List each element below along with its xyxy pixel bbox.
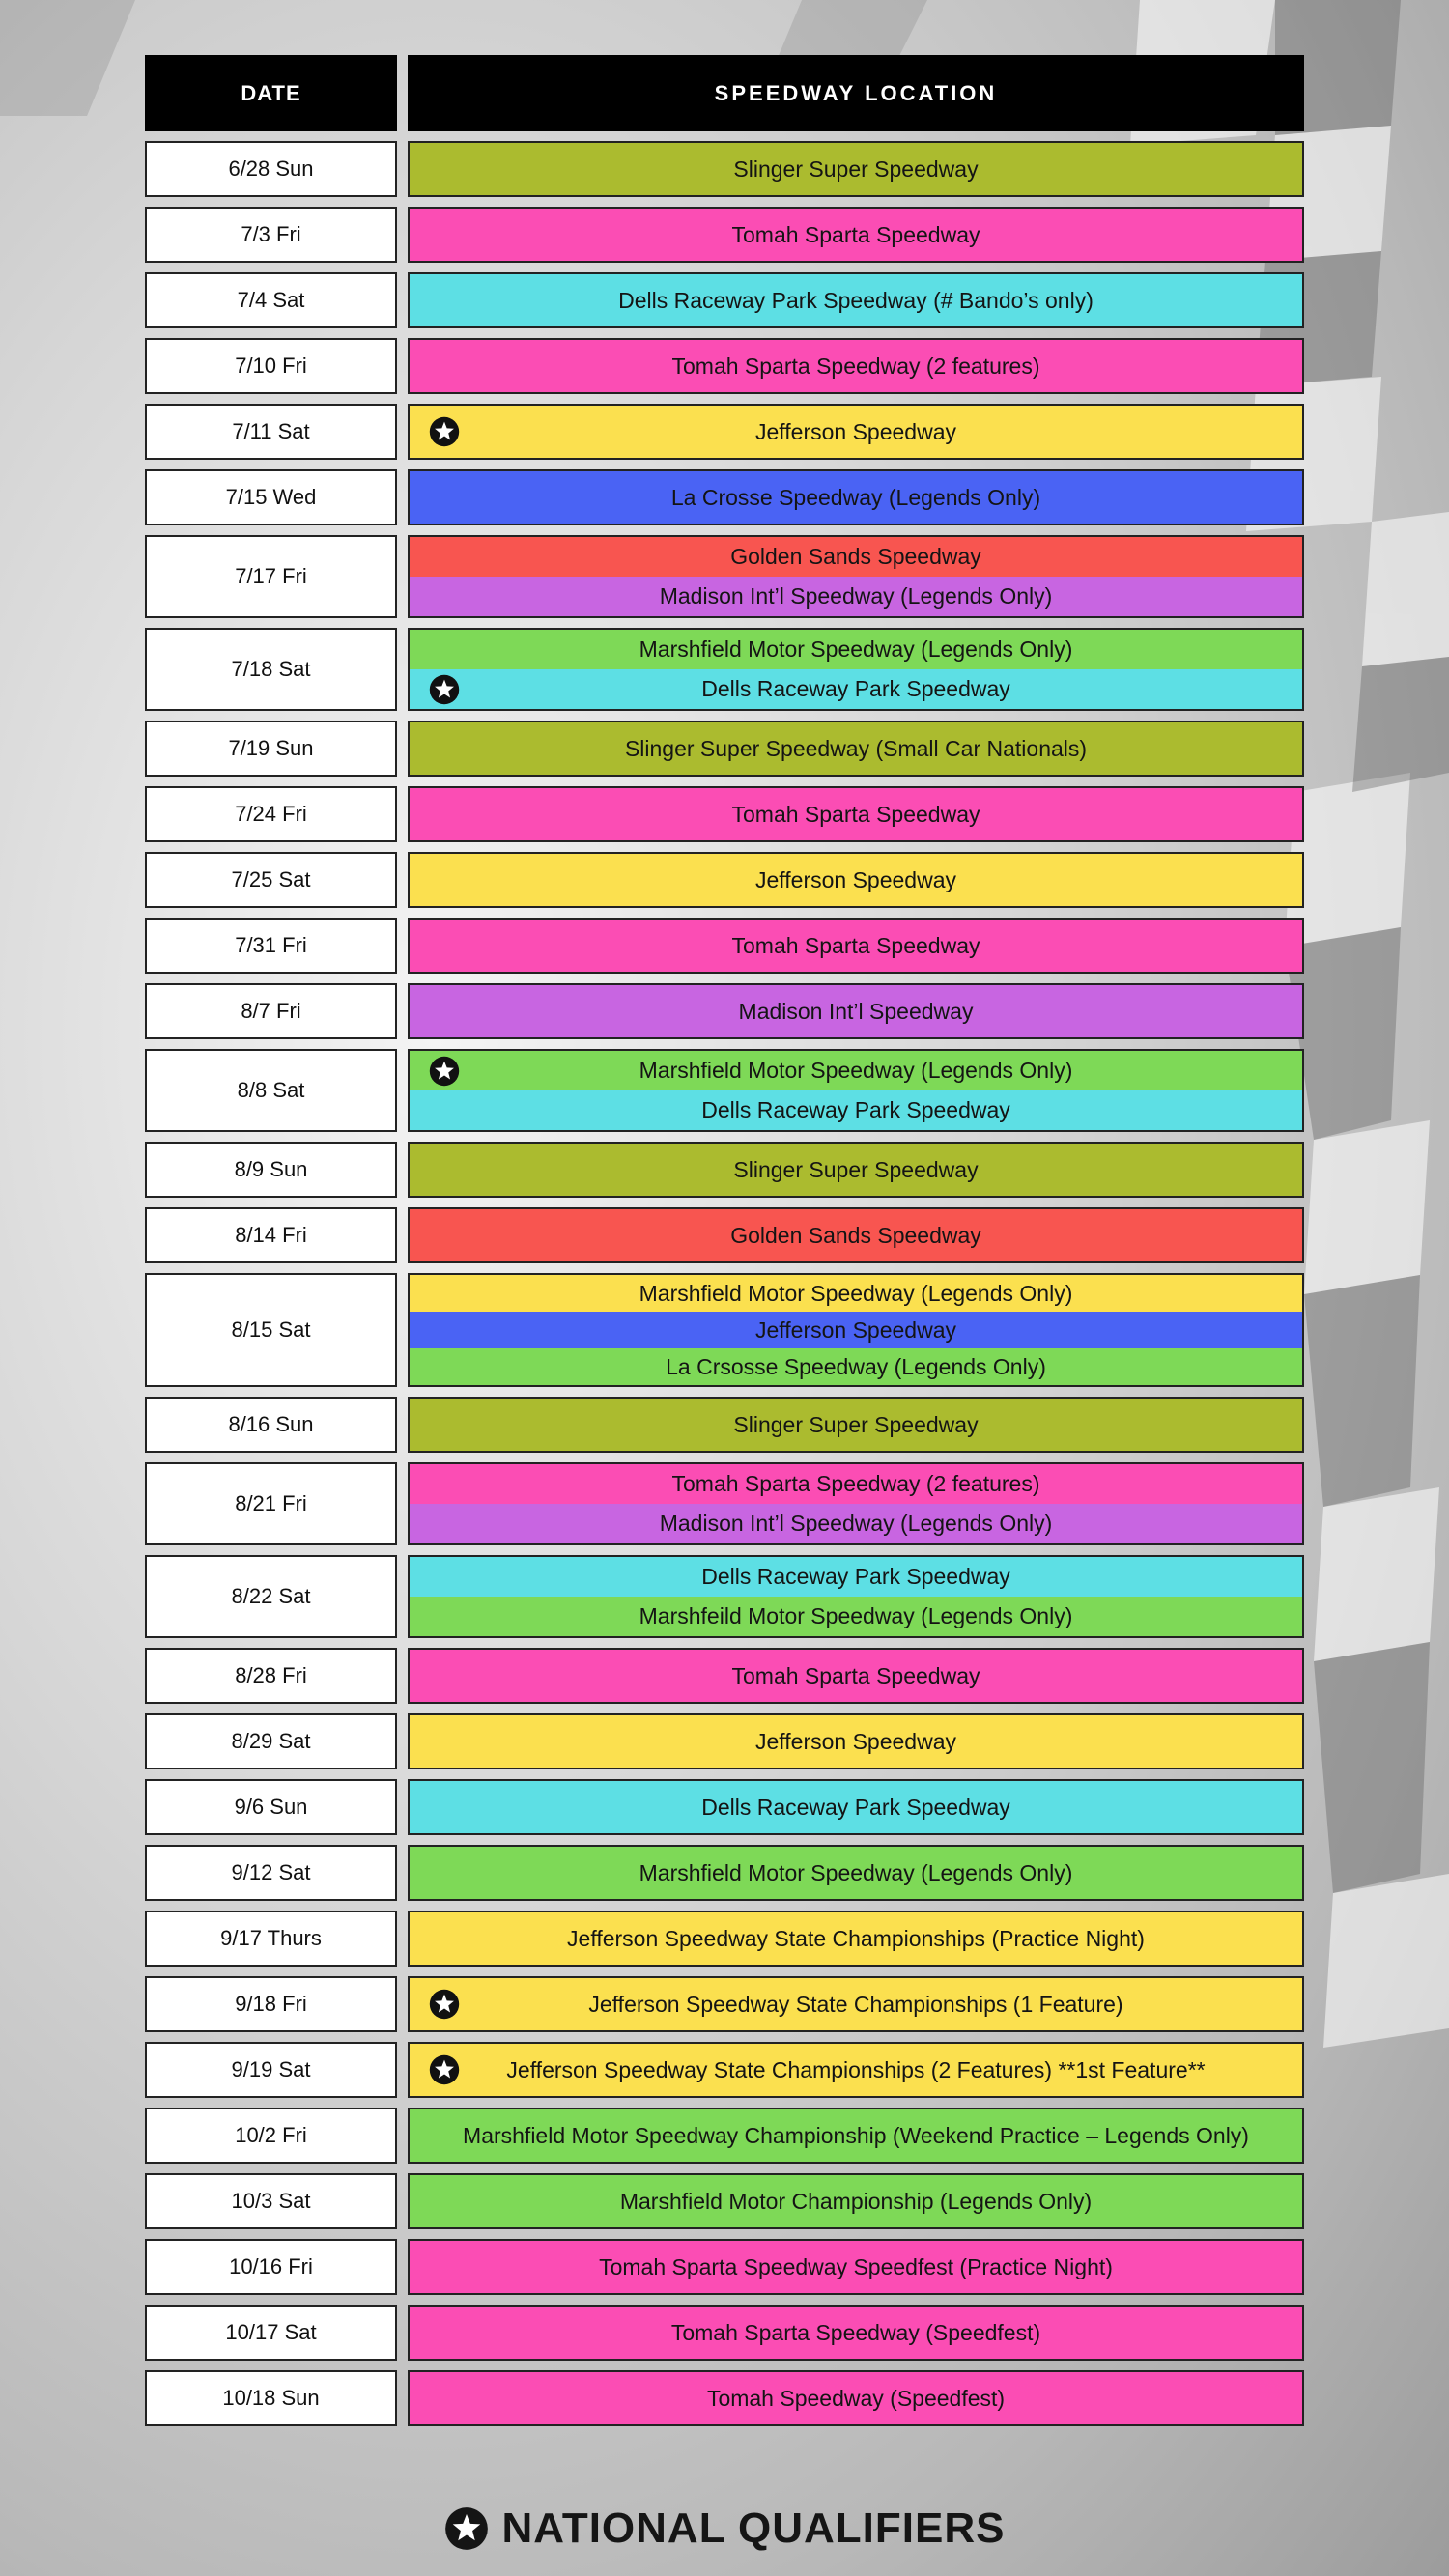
speedway-name: Tomah Speedway (Speedfest) <box>706 2385 1006 2411</box>
speedway-name: Marshfield Motor Speedway (Legends Only) <box>639 1058 1073 1083</box>
speedway-event <box>410 406 1302 458</box>
speedway-event <box>410 2109 1302 2162</box>
speedway-event <box>410 1847 1302 1899</box>
speedway-name: Tomah Sparta Speedway (2 features) <box>671 1471 1040 1496</box>
date-cell: 9/17 Thurs <box>145 1911 397 1967</box>
speedway-name: La Crsosse Speedway (Legends Only) <box>666 1353 1046 1379</box>
speedway-event <box>410 1781 1302 1833</box>
location-cell <box>408 1049 1304 1132</box>
table-row <box>145 469 1304 525</box>
location-cell <box>408 1462 1304 1545</box>
table-row <box>145 2042 1304 2098</box>
date-cell: 7/15 Wed <box>145 469 397 525</box>
location-cell <box>408 852 1304 908</box>
location-cell <box>408 1976 1304 2032</box>
speedway-event <box>410 1597 1302 1636</box>
table-row <box>145 207 1304 263</box>
date-cell: 7/11 Sat <box>145 404 397 460</box>
speedway-event <box>410 340 1302 392</box>
table-row <box>145 2173 1304 2229</box>
location-cell <box>408 1648 1304 1704</box>
speedway-name: La Crosse Speedway (Legends Only) <box>670 484 1041 510</box>
table-row <box>145 1049 1304 1132</box>
table-row <box>145 1462 1304 1545</box>
table-row <box>145 1555 1304 1638</box>
speedway-event <box>410 471 1302 524</box>
speedway-name: Jefferson Speedway <box>755 1316 956 1343</box>
speedway-name: Tomah Sparta Speedway <box>731 1662 980 1688</box>
speedway-name: Golden Sands Speedway <box>730 544 981 569</box>
date-cell: 8/15 Sat <box>145 1273 397 1387</box>
table-row <box>145 535 1304 618</box>
speedway-event <box>410 1209 1302 1261</box>
speedway-name: Dells Raceway Park Speedway <box>701 676 1010 701</box>
location-cell <box>408 2239 1304 2295</box>
speedway-name: Marshfield Motor Speedway (Legends Only) <box>639 1859 1073 1885</box>
date-cell: 7/3 Fri <box>145 207 397 263</box>
speedway-name: Jefferson Speedway State Championships (2 Features) **1st Feature** <box>506 2056 1206 2082</box>
date-cell: 10/2 Fri <box>145 2108 397 2164</box>
location-cell <box>408 338 1304 394</box>
date-cell: 8/21 Fri <box>145 1462 397 1545</box>
location-cell <box>408 918 1304 974</box>
location-cell <box>408 1273 1304 1387</box>
speedway-name: Tomah Sparta Speedway <box>731 221 980 247</box>
speedway-event <box>410 143 1302 195</box>
location-cell <box>408 207 1304 263</box>
legend <box>0 2495 1449 2562</box>
table-row <box>145 983 1304 1039</box>
location-cell <box>408 2108 1304 2164</box>
location-cell <box>408 404 1304 460</box>
date-cell: 9/6 Sun <box>145 1779 397 1835</box>
location-cell <box>408 535 1304 618</box>
location-cell <box>408 2370 1304 2426</box>
table-row <box>145 2239 1304 2295</box>
speedway-event <box>410 1090 1302 1130</box>
date-cell: 7/17 Fri <box>145 535 397 618</box>
table-row <box>145 1779 1304 1835</box>
speedway-name: Jefferson Speedway <box>755 1728 956 1754</box>
speedway-event <box>410 1348 1302 1385</box>
star-icon <box>429 416 460 447</box>
speedway-name: Jefferson Speedway <box>755 418 956 444</box>
schedule-rows <box>145 141 1304 2426</box>
date-cell: 9/12 Sat <box>145 1845 397 1901</box>
table-row <box>145 1142 1304 1198</box>
location-cell <box>408 786 1304 842</box>
speedway-name: Dells Raceway Park Speedway <box>701 1564 1010 1589</box>
date-cell: 10/17 Sat <box>145 2305 397 2361</box>
legend-label: NATIONAL QUALIFIERS <box>501 2505 1006 2552</box>
speedway-name: Tomah Sparta Speedway (2 features) <box>671 353 1040 379</box>
speedway-event <box>410 985 1302 1037</box>
date-cell: 8/16 Sun <box>145 1397 397 1453</box>
speedway-name: Jefferson Speedway <box>755 866 956 892</box>
speedway-event <box>410 1464 1302 1504</box>
speedway-name: Slinger Super Speedway <box>733 156 979 182</box>
speedway-event <box>410 669 1302 709</box>
location-cell <box>408 2042 1304 2098</box>
speedway-event <box>410 1912 1302 1965</box>
star-icon <box>444 2506 489 2551</box>
date-cell: 7/10 Fri <box>145 338 397 394</box>
table-row <box>145 786 1304 842</box>
speedway-name: Slinger Super Speedway (Small Car Nationals) <box>624 735 1088 761</box>
speedway-name: Madison Int’l Speedway (Legends Only) <box>659 583 1053 609</box>
location-cell <box>408 1845 1304 1901</box>
speedway-event <box>410 1504 1302 1543</box>
date-cell: 9/19 Sat <box>145 2042 397 2098</box>
speedway-name: Tomah Sparta Speedway (Speedfest) <box>670 2319 1041 2345</box>
location-cell <box>408 2305 1304 2361</box>
speedway-name: Dells Raceway Park Speedway (# Bando’s only) <box>618 287 1094 313</box>
speedway-event <box>410 2044 1302 2096</box>
table-row <box>145 2305 1304 2361</box>
location-cell <box>408 2173 1304 2229</box>
date-cell: 8/7 Fri <box>145 983 397 1039</box>
speedway-name: Slinger Super Speedway <box>733 1411 979 1437</box>
table-header <box>145 55 1304 131</box>
table-row <box>145 1976 1304 2032</box>
date-cell: 9/18 Fri <box>145 1976 397 2032</box>
date-cell: 8/22 Sat <box>145 1555 397 1638</box>
location-cell <box>408 721 1304 777</box>
location-cell <box>408 272 1304 328</box>
speedway-name: Golden Sands Speedway <box>730 1222 981 1248</box>
speedway-name: Tomah Sparta Speedway <box>731 801 980 827</box>
location-cell <box>408 1555 1304 1638</box>
location-cell <box>408 1713 1304 1769</box>
speedway-name: Dells Raceway Park Speedway <box>701 1097 1010 1122</box>
date-cell: 10/3 Sat <box>145 2173 397 2229</box>
speedway-name: Marshfield Motor Speedway Championship (Weekend Practice – Legends Only) <box>463 2122 1249 2148</box>
schedule-table <box>145 55 1304 2426</box>
speedway-name: Marshfield Motor Speedway (Legends Only) <box>639 637 1073 662</box>
speedway-name: Marshfeild Motor Speedway (Legends Only) <box>639 1603 1073 1628</box>
speedway-name: Slinger Super Speedway <box>733 1156 979 1182</box>
location-column-header: SPEEDWAY LOCATION <box>408 55 1304 131</box>
speedway-name: Tomah Sparta Speedway Speedfest (Practice Night) <box>599 2253 1113 2279</box>
speedway-name: Madison Int’l Speedway <box>738 998 974 1024</box>
speedway-name: Jefferson Speedway State Championships (Practice Night) <box>567 1925 1145 1951</box>
speedway-event <box>410 2241 1302 2293</box>
location-cell <box>408 1207 1304 1263</box>
speedway-name: Tomah Sparta Speedway <box>731 932 980 958</box>
star-icon <box>429 1989 460 2020</box>
location-cell <box>408 1142 1304 1198</box>
table-row <box>145 628 1304 711</box>
speedway-event <box>410 1051 1302 1090</box>
table-row <box>145 2108 1304 2164</box>
speedway-event <box>410 1275 1302 1312</box>
location-cell <box>408 983 1304 1039</box>
date-cell: 8/14 Fri <box>145 1207 397 1263</box>
speedway-event <box>410 537 1302 577</box>
table-row <box>145 1713 1304 1769</box>
speedway-event <box>410 854 1302 906</box>
speedway-event <box>410 274 1302 326</box>
date-cell: 7/31 Fri <box>145 918 397 974</box>
date-cell: 10/16 Fri <box>145 2239 397 2295</box>
speedway-event <box>410 1978 1302 2030</box>
table-row <box>145 2370 1304 2426</box>
date-cell: 7/25 Sat <box>145 852 397 908</box>
speedway-event <box>410 1399 1302 1451</box>
speedway-event <box>410 2307 1302 2359</box>
table-row <box>145 852 1304 908</box>
table-row <box>145 918 1304 974</box>
table-row <box>145 1845 1304 1901</box>
date-cell: 10/18 Sun <box>145 2370 397 2426</box>
table-row <box>145 141 1304 197</box>
speedway-name: Marshfield Motor Championship (Legends Only) <box>619 2188 1093 2214</box>
date-cell: 8/9 Sun <box>145 1142 397 1198</box>
speedway-name: Dells Raceway Park Speedway <box>701 1794 1010 1820</box>
speedway-name: Marshfield Motor Speedway (Legends Only) <box>639 1280 1073 1306</box>
location-cell <box>408 141 1304 197</box>
speedway-event <box>410 577 1302 616</box>
table-row <box>145 272 1304 328</box>
speedway-event <box>410 1312 1302 1348</box>
date-cell: 7/18 Sat <box>145 628 397 711</box>
speedway-event <box>410 630 1302 669</box>
date-cell: 8/28 Fri <box>145 1648 397 1704</box>
table-row <box>145 1207 1304 1263</box>
date-cell: 7/4 Sat <box>145 272 397 328</box>
speedway-event <box>410 722 1302 775</box>
speedway-name: Madison Int’l Speedway (Legends Only) <box>659 1511 1053 1536</box>
table-row <box>145 1397 1304 1453</box>
date-cell: 6/28 Sun <box>145 141 397 197</box>
speedway-event <box>410 1715 1302 1768</box>
location-cell <box>408 1911 1304 1967</box>
table-row <box>145 721 1304 777</box>
table-row <box>145 338 1304 394</box>
star-icon <box>429 1056 460 1087</box>
speedway-name: Jefferson Speedway State Championships (1 Feature) <box>588 1991 1123 2017</box>
location-cell <box>408 1397 1304 1453</box>
star-icon <box>429 674 460 705</box>
location-cell <box>408 469 1304 525</box>
date-cell: 8/8 Sat <box>145 1049 397 1132</box>
speedway-event <box>410 2372 1302 2424</box>
table-row <box>145 1648 1304 1704</box>
speedway-event <box>410 1650 1302 1702</box>
speedway-event <box>410 1557 1302 1597</box>
star-icon <box>429 2054 460 2085</box>
speedway-event <box>410 2175 1302 2227</box>
date-cell: 8/29 Sat <box>145 1713 397 1769</box>
location-cell <box>408 1779 1304 1835</box>
speedway-event <box>410 920 1302 972</box>
table-row <box>145 1273 1304 1387</box>
speedway-event <box>410 209 1302 261</box>
date-cell: 7/19 Sun <box>145 721 397 777</box>
table-row <box>145 404 1304 460</box>
speedway-event <box>410 1144 1302 1196</box>
location-cell <box>408 628 1304 711</box>
date-cell: 7/24 Fri <box>145 786 397 842</box>
date-column-header: DATE <box>145 55 397 131</box>
table-row <box>145 1911 1304 1967</box>
speedway-event <box>410 788 1302 840</box>
